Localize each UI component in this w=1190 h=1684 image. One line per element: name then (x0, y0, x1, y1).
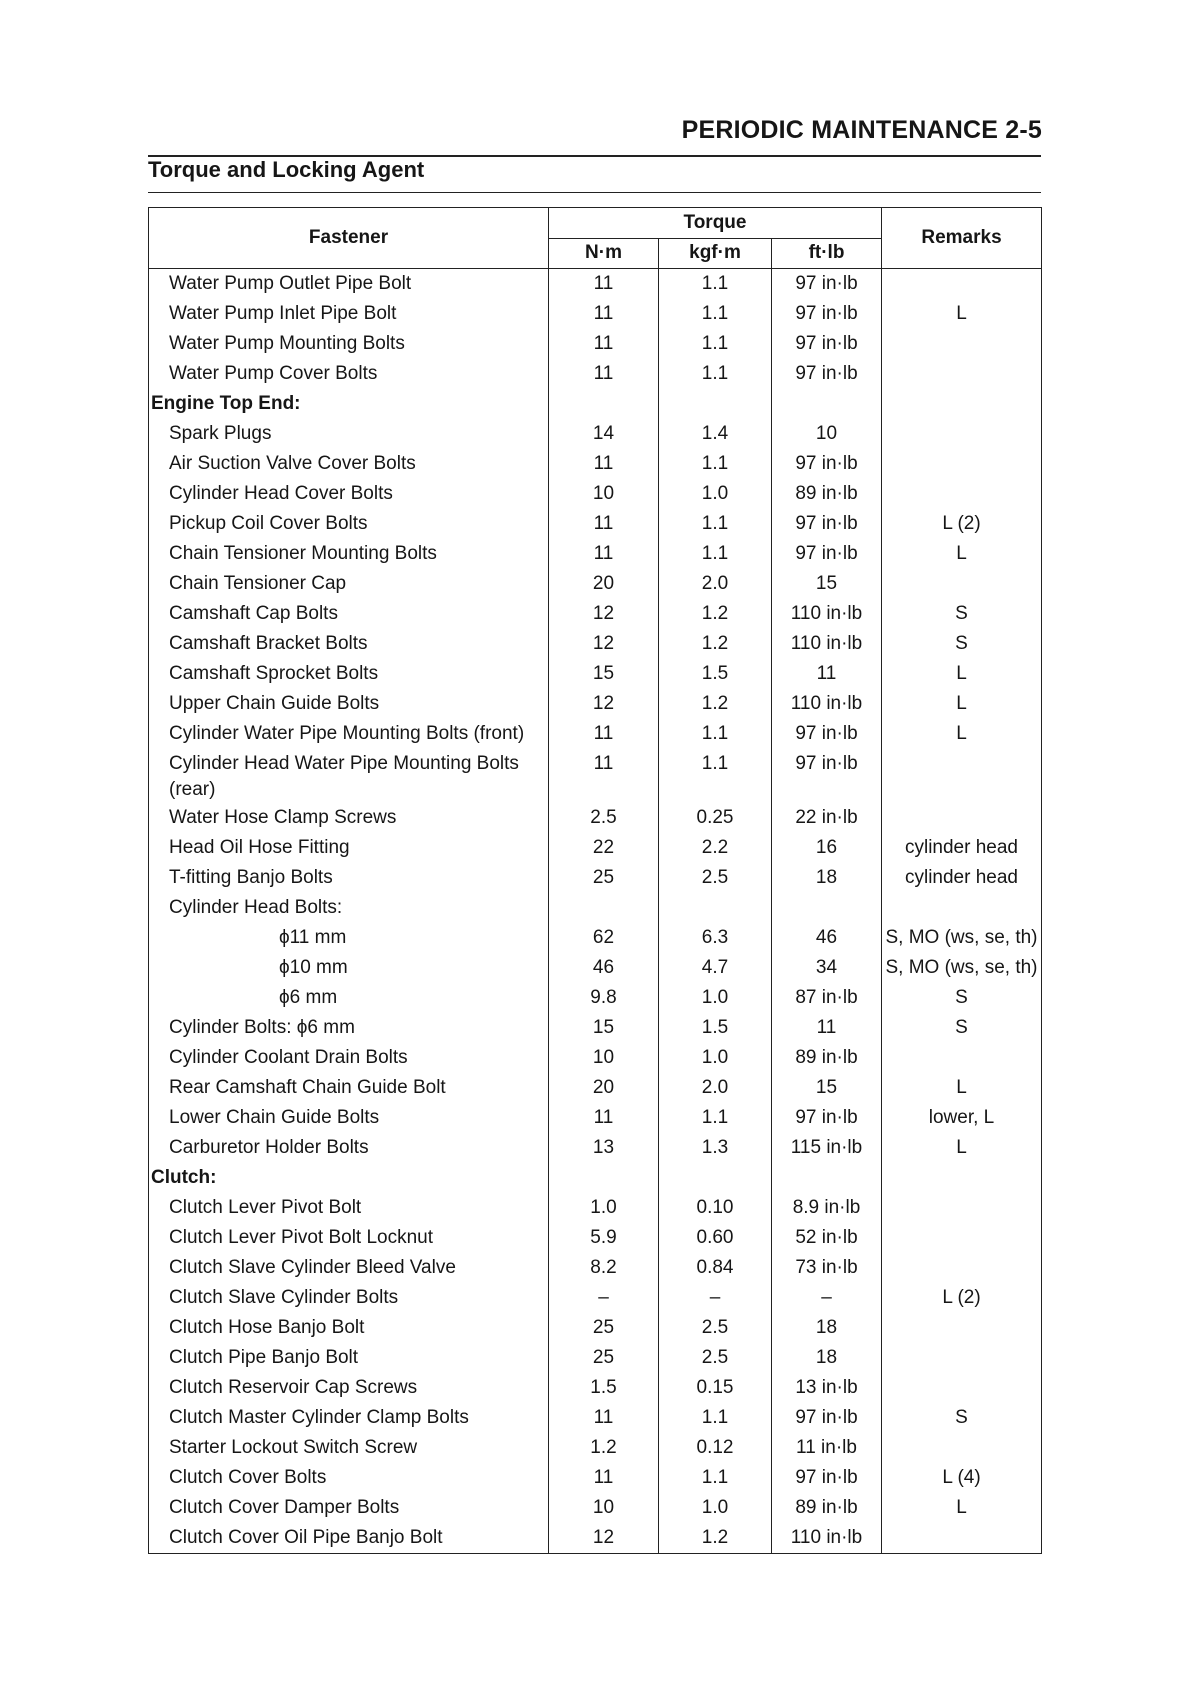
fastener-cell: Camshaft Bracket Bolts (149, 629, 549, 659)
header-torque: Torque (549, 208, 882, 239)
ftlb-cell: 97 in·lb (772, 1463, 882, 1493)
kgfm-cell: 0.12 (659, 1433, 772, 1463)
ftlb-cell: 89 in·lb (772, 1043, 882, 1073)
fastener-cell: Carburetor Holder Bolts (149, 1133, 549, 1163)
remarks-cell: L (4) (882, 1463, 1042, 1493)
header-kgfm: kgf·m (659, 238, 772, 269)
table-row (149, 1403, 1042, 1433)
remarks-cell (882, 269, 1042, 300)
remarks-cell (882, 389, 1042, 419)
table-row (149, 1313, 1042, 1343)
fastener-cell: Clutch Cover Damper Bolts (149, 1493, 549, 1523)
nm-cell: 15 (549, 1013, 659, 1043)
page-header-title: PERIODIC MAINTENANCE 2-5 (681, 116, 1042, 144)
kgfm-cell: 1.1 (659, 1103, 772, 1133)
remarks-cell: lower, L (882, 1103, 1042, 1133)
table-row (149, 509, 1042, 539)
nm-cell: 22 (549, 833, 659, 863)
nm-cell: 62 (549, 923, 659, 953)
category-row (149, 389, 1042, 419)
fastener-cell: Clutch Master Cylinder Clamp Bolts (149, 1403, 549, 1433)
ftlb-cell: 11 (772, 1013, 882, 1043)
remarks-cell (882, 1523, 1042, 1554)
kgfm-cell: 0.25 (659, 803, 772, 833)
nm-cell: 1.0 (549, 1193, 659, 1223)
ftlb-cell: 97 in·lb (772, 509, 882, 539)
fastener-cell: Water Pump Outlet Pipe Bolt (149, 269, 549, 300)
nm-cell: 11 (549, 1403, 659, 1433)
nm-cell: 20 (549, 569, 659, 599)
table-row (149, 1463, 1042, 1493)
nm-cell (549, 389, 659, 419)
ftlb-cell: 89 in·lb (772, 1493, 882, 1523)
ftlb-cell: 8.9 in·lb (772, 1193, 882, 1223)
remarks-cell: L (882, 539, 1042, 569)
header-fastener: Fastener (149, 208, 549, 269)
table-row (149, 359, 1042, 389)
table-row (149, 1523, 1042, 1554)
header-ftlb: ft·lb (772, 238, 882, 269)
kgfm-cell: 1.0 (659, 479, 772, 509)
ftlb-cell: 97 in·lb (772, 719, 882, 749)
fastener-cell: Water Pump Inlet Pipe Bolt (149, 299, 549, 329)
kgfm-cell: 1.0 (659, 983, 772, 1013)
kgfm-cell: 1.3 (659, 1133, 772, 1163)
table-row (149, 479, 1042, 509)
fastener-cell: T-fitting Banjo Bolts (149, 863, 549, 893)
kgfm-cell: 2.5 (659, 1343, 772, 1373)
remarks-cell: L (882, 689, 1042, 719)
table-row (149, 1133, 1042, 1163)
kgfm-cell: 1.1 (659, 269, 772, 300)
table-row (149, 659, 1042, 689)
remarks-cell (882, 419, 1042, 449)
kgfm-cell: 1.1 (659, 509, 772, 539)
fastener-cell: Clutch Cover Bolts (149, 1463, 549, 1493)
fastener-cell: Water Pump Cover Bolts (149, 359, 549, 389)
ftlb-cell: 18 (772, 863, 882, 893)
nm-cell: 11 (549, 359, 659, 389)
table-row (149, 983, 1042, 1013)
fastener-cell: ϕ6 mm (149, 983, 549, 1013)
nm-cell: 1.2 (549, 1433, 659, 1463)
fastener-cell: Clutch Pipe Banjo Bolt (149, 1343, 549, 1373)
table-row (149, 953, 1042, 983)
remarks-cell: cylinder head (882, 863, 1042, 893)
nm-cell: 11 (549, 719, 659, 749)
ftlb-cell: 52 in·lb (772, 1223, 882, 1253)
remarks-cell (882, 803, 1042, 833)
kgfm-cell: 1.1 (659, 449, 772, 479)
table-row (149, 629, 1042, 659)
fastener-cell: Pickup Coil Cover Bolts (149, 509, 549, 539)
table-row (149, 1493, 1042, 1523)
remarks-cell (882, 1163, 1042, 1193)
fastener-cell: Rear Camshaft Chain Guide Bolt (149, 1073, 549, 1103)
nm-cell: 11 (549, 299, 659, 329)
kgfm-cell: 2.0 (659, 569, 772, 599)
table-row (149, 749, 1042, 803)
remarks-cell: S, MO (ws, se, th) (882, 953, 1042, 983)
ftlb-cell: 11 in·lb (772, 1433, 882, 1463)
fastener-cell: Head Oil Hose Fitting (149, 833, 549, 863)
fastener-cell: Clutch Reservoir Cap Screws (149, 1373, 549, 1403)
kgfm-cell: 6.3 (659, 923, 772, 953)
remarks-cell: S (882, 1403, 1042, 1433)
section-title: Torque and Locking Agent (148, 157, 425, 182)
nm-cell: 25 (549, 1313, 659, 1343)
remarks-cell (882, 479, 1042, 509)
ftlb-cell: 110 in·lb (772, 1523, 882, 1554)
ftlb-cell: 97 in·lb (772, 359, 882, 389)
table-row (149, 1013, 1042, 1043)
fastener-cell: ϕ11 mm (149, 923, 549, 953)
nm-cell: 25 (549, 1343, 659, 1373)
torque-table (148, 207, 1042, 1554)
table-row (149, 329, 1042, 359)
table-row (149, 539, 1042, 569)
remarks-cell: S (882, 599, 1042, 629)
ftlb-cell: 115 in·lb (772, 1133, 882, 1163)
remarks-cell: L (882, 299, 1042, 329)
kgfm-cell: 1.0 (659, 1043, 772, 1073)
remarks-cell: S (882, 1013, 1042, 1043)
nm-cell: 12 (549, 629, 659, 659)
fastener-cell: Cylinder Coolant Drain Bolts (149, 1043, 549, 1073)
ftlb-cell: 10 (772, 419, 882, 449)
nm-cell: 8.2 (549, 1253, 659, 1283)
nm-cell: 11 (549, 449, 659, 479)
ftlb-cell: 110 in·lb (772, 689, 882, 719)
kgfm-cell: 2.0 (659, 1073, 772, 1103)
remarks-cell: L (2) (882, 509, 1042, 539)
table-row (149, 1343, 1042, 1373)
fastener-cell: Clutch Cover Oil Pipe Banjo Bolt (149, 1523, 549, 1554)
kgfm-cell: 1.1 (659, 359, 772, 389)
nm-cell: 11 (549, 1103, 659, 1133)
table-row (149, 863, 1042, 893)
remarks-cell (882, 749, 1042, 803)
table-row (149, 923, 1042, 953)
nm-cell: 12 (549, 689, 659, 719)
fastener-cell: Cylinder Bolts: ϕ6 mm (149, 1013, 549, 1043)
fastener-cell: Engine Top End: (149, 389, 549, 419)
nm-cell: – (549, 1283, 659, 1313)
nm-cell: 11 (549, 1463, 659, 1493)
kgfm-cell: 1.1 (659, 1463, 772, 1493)
remarks-cell: L (882, 1073, 1042, 1103)
section-rule (148, 192, 1041, 193)
nm-cell: 13 (549, 1133, 659, 1163)
ftlb-cell: 97 in·lb (772, 1403, 882, 1433)
header-nm: N·m (549, 238, 659, 269)
table-row (149, 1103, 1042, 1133)
ftlb-cell: 97 in·lb (772, 749, 882, 803)
category-row (149, 1163, 1042, 1193)
ftlb-cell: 13 in·lb (772, 1373, 882, 1403)
fastener-cell: Chain Tensioner Mounting Bolts (149, 539, 549, 569)
kgfm-cell: 1.1 (659, 299, 772, 329)
remarks-cell (882, 1373, 1042, 1403)
ftlb-cell: 34 (772, 953, 882, 983)
kgfm-cell: – (659, 1283, 772, 1313)
table-row (149, 419, 1042, 449)
torque-table-body (149, 269, 1042, 1554)
fastener-cell: Cylinder Head Bolts: (149, 893, 549, 923)
ftlb-cell: 15 (772, 1073, 882, 1103)
nm-cell: 11 (549, 329, 659, 359)
remarks-cell: S (882, 983, 1042, 1013)
nm-cell: 9.8 (549, 983, 659, 1013)
kgfm-cell: 1.2 (659, 1523, 772, 1554)
remarks-cell (882, 1343, 1042, 1373)
nm-cell: 5.9 (549, 1223, 659, 1253)
remarks-cell: L (882, 1493, 1042, 1523)
kgfm-cell: 2.5 (659, 863, 772, 893)
ftlb-cell: – (772, 1283, 882, 1313)
kgfm-cell: 1.1 (659, 719, 772, 749)
ftlb-cell: 22 in·lb (772, 803, 882, 833)
kgfm-cell: 4.7 (659, 953, 772, 983)
kgfm-cell (659, 1163, 772, 1193)
ftlb-cell: 97 in·lb (772, 1103, 882, 1133)
kgfm-cell: 1.5 (659, 659, 772, 689)
fastener-cell: Water Pump Mounting Bolts (149, 329, 549, 359)
ftlb-cell: 73 in·lb (772, 1253, 882, 1283)
fastener-cell: Clutch Slave Cylinder Bleed Valve (149, 1253, 549, 1283)
table-row (149, 1223, 1042, 1253)
kgfm-cell: 1.1 (659, 329, 772, 359)
table-row (149, 449, 1042, 479)
remarks-cell: L (2) (882, 1283, 1042, 1313)
fastener-cell: Cylinder Head Water Pipe Mounting Bolts (rear) (149, 749, 549, 803)
ftlb-cell: 97 in·lb (772, 329, 882, 359)
remarks-cell (882, 1433, 1042, 1463)
fastener-cell: Spark Plugs (149, 419, 549, 449)
remarks-cell: S, MO (ws, se, th) (882, 923, 1042, 953)
table-row (149, 719, 1042, 749)
kgfm-cell: 0.84 (659, 1253, 772, 1283)
table-row (149, 1043, 1042, 1073)
kgfm-cell: 2.2 (659, 833, 772, 863)
ftlb-cell: 97 in·lb (772, 299, 882, 329)
table-row (149, 1283, 1042, 1313)
table-row (149, 299, 1042, 329)
table-row (149, 833, 1042, 863)
nm-cell: 25 (549, 863, 659, 893)
remarks-cell (882, 1223, 1042, 1253)
nm-cell: 10 (549, 1043, 659, 1073)
remarks-cell (882, 1193, 1042, 1223)
nm-cell: 11 (549, 269, 659, 300)
remarks-cell: L (882, 719, 1042, 749)
nm-cell: 12 (549, 599, 659, 629)
remarks-cell: S (882, 629, 1042, 659)
fastener-cell: ϕ10 mm (149, 953, 549, 983)
nm-cell: 2.5 (549, 803, 659, 833)
nm-cell: 1.5 (549, 1373, 659, 1403)
fastener-cell: Clutch Hose Banjo Bolt (149, 1313, 549, 1343)
ftlb-cell: 97 in·lb (772, 539, 882, 569)
kgfm-cell: 1.0 (659, 1493, 772, 1523)
nm-cell: 11 (549, 539, 659, 569)
remarks-cell: cylinder head (882, 833, 1042, 863)
table-row (149, 1373, 1042, 1403)
remarks-cell: L (882, 659, 1042, 689)
remarks-cell (882, 449, 1042, 479)
fastener-cell: Starter Lockout Switch Screw (149, 1433, 549, 1463)
fastener-cell: Cylinder Head Cover Bolts (149, 479, 549, 509)
kgfm-cell: 0.10 (659, 1193, 772, 1223)
ftlb-cell (772, 1163, 882, 1193)
header-remarks: Remarks (882, 208, 1042, 269)
fastener-cell: Clutch: (149, 1163, 549, 1193)
kgfm-cell (659, 893, 772, 923)
ftlb-cell: 110 in·lb (772, 629, 882, 659)
remarks-cell: L (882, 1133, 1042, 1163)
fastener-cell: Camshaft Cap Bolts (149, 599, 549, 629)
nm-cell: 11 (549, 509, 659, 539)
fastener-cell: Lower Chain Guide Bolts (149, 1103, 549, 1133)
nm-cell: 46 (549, 953, 659, 983)
table-row (149, 1073, 1042, 1103)
table-row (149, 689, 1042, 719)
remarks-cell (882, 1253, 1042, 1283)
fastener-cell: Camshaft Sprocket Bolts (149, 659, 549, 689)
nm-cell: 11 (549, 749, 659, 803)
ftlb-cell: 18 (772, 1313, 882, 1343)
remarks-cell (882, 329, 1042, 359)
kgfm-cell (659, 389, 772, 419)
kgfm-cell: 1.1 (659, 1403, 772, 1433)
torque-table-header (149, 208, 1042, 269)
remarks-cell (882, 1043, 1042, 1073)
kgfm-cell: 1.4 (659, 419, 772, 449)
ftlb-cell: 97 in·lb (772, 269, 882, 300)
nm-cell (549, 1163, 659, 1193)
ftlb-cell: 87 in·lb (772, 983, 882, 1013)
ftlb-cell: 16 (772, 833, 882, 863)
ftlb-cell: 11 (772, 659, 882, 689)
table-row (149, 569, 1042, 599)
table-row (149, 1193, 1042, 1223)
fastener-cell: Water Hose Clamp Screws (149, 803, 549, 833)
fastener-cell: Clutch Lever Pivot Bolt Locknut (149, 1223, 549, 1253)
nm-cell: 20 (549, 1073, 659, 1103)
nm-cell: 15 (549, 659, 659, 689)
remarks-cell (882, 359, 1042, 389)
kgfm-cell: 1.2 (659, 629, 772, 659)
ftlb-cell: 46 (772, 923, 882, 953)
kgfm-cell: 1.2 (659, 599, 772, 629)
table-row (149, 269, 1042, 300)
ftlb-cell: 110 in·lb (772, 599, 882, 629)
kgfm-cell: 1.1 (659, 749, 772, 803)
nm-cell: 12 (549, 1523, 659, 1554)
kgfm-cell: 1.5 (659, 1013, 772, 1043)
kgfm-cell: 1.2 (659, 689, 772, 719)
remarks-cell (882, 1313, 1042, 1343)
kgfm-cell: 0.60 (659, 1223, 772, 1253)
fastener-cell: Cylinder Water Pipe Mounting Bolts (front) (149, 719, 549, 749)
fastener-cell: Chain Tensioner Cap (149, 569, 549, 599)
nm-cell: 10 (549, 479, 659, 509)
table-row (149, 1433, 1042, 1463)
nm-cell (549, 893, 659, 923)
fastener-cell: Clutch Slave Cylinder Bolts (149, 1283, 549, 1313)
kgfm-cell: 2.5 (659, 1313, 772, 1343)
nm-cell: 10 (549, 1493, 659, 1523)
fastener-cell: Air Suction Valve Cover Bolts (149, 449, 549, 479)
ftlb-cell (772, 389, 882, 419)
kgfm-cell: 0.15 (659, 1373, 772, 1403)
ftlb-cell: 89 in·lb (772, 479, 882, 509)
table-row (149, 599, 1042, 629)
remarks-cell (882, 569, 1042, 599)
ftlb-cell: 15 (772, 569, 882, 599)
fastener-cell: Clutch Lever Pivot Bolt (149, 1193, 549, 1223)
nm-cell: 14 (549, 419, 659, 449)
remarks-cell (882, 893, 1042, 923)
table-row (149, 1253, 1042, 1283)
ftlb-cell: 18 (772, 1343, 882, 1373)
fastener-cell: Upper Chain Guide Bolts (149, 689, 549, 719)
ftlb-cell: 97 in·lb (772, 449, 882, 479)
table-row (149, 893, 1042, 923)
ftlb-cell (772, 893, 882, 923)
table-row (149, 803, 1042, 833)
kgfm-cell: 1.1 (659, 539, 772, 569)
